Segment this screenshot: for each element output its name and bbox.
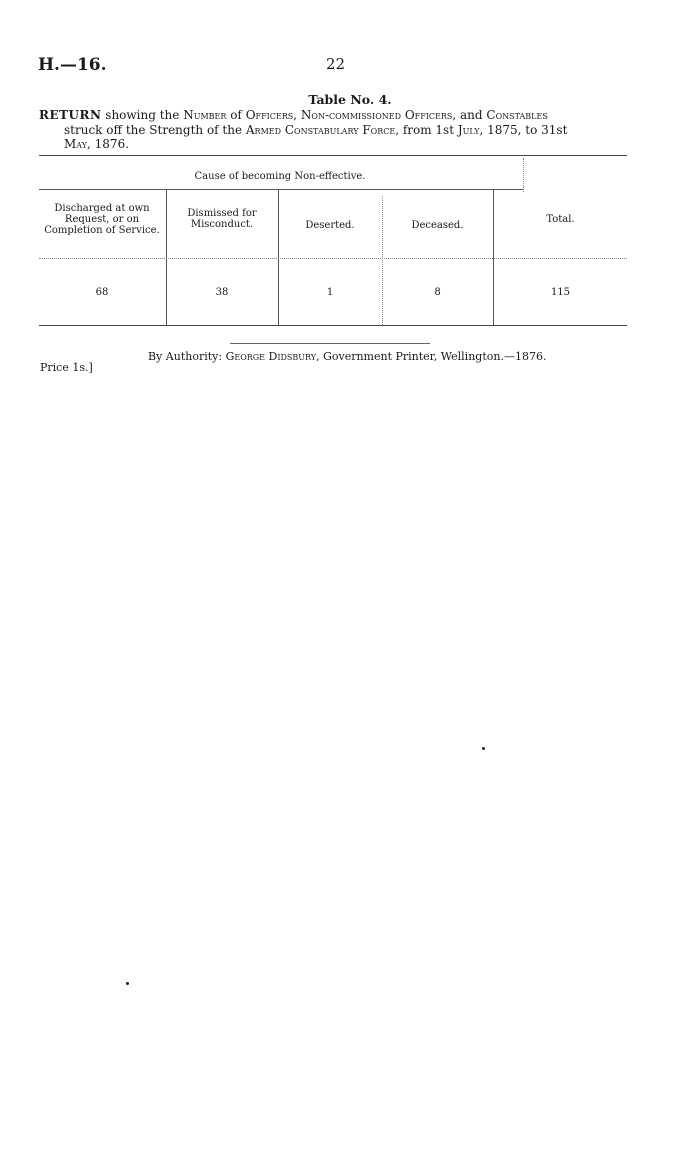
heading-smallcaps: Number	[183, 108, 227, 122]
column-header: Dismissed for Misconduct.	[187, 208, 257, 230]
heading-text: from 1st	[399, 122, 458, 137]
column-header: Deserted.	[305, 220, 355, 231]
header-body-rule	[39, 258, 627, 259]
heading-text: of	[226, 108, 246, 122]
table-cell: 68	[95, 287, 109, 298]
table-divider	[523, 158, 524, 192]
heading-indent	[39, 137, 627, 152]
heading-text: and	[456, 108, 487, 122]
heading-smallcaps: July	[457, 122, 480, 137]
heading-text: struck off the Strength of the	[64, 122, 246, 137]
page-identifier: H.—16.	[38, 55, 107, 75]
imprint-suffix: , Government Printer, Wellington.—1876.	[316, 350, 547, 363]
column-header: Discharged at own Request, or on Completion of Service.	[44, 203, 160, 236]
printer-imprint	[148, 350, 546, 363]
heading-lead: RETURN	[39, 108, 102, 122]
table-cell: 38	[215, 287, 229, 298]
heading-text: , 1876.	[87, 137, 130, 151]
scan-speck	[126, 982, 129, 985]
heading-smallcaps: May	[64, 137, 88, 151]
table-cell: 115	[550, 287, 571, 298]
table-cell: 8	[434, 287, 441, 298]
group-header-rule	[39, 189, 523, 190]
imprint-prefix: By Authority:	[148, 350, 226, 363]
heading-smallcaps: Officers, Non-commissioned Officers,	[245, 108, 457, 122]
price: Price 1s.]	[40, 361, 93, 374]
heading-text: , 1875, to 31st	[479, 122, 568, 137]
table-cell: 1	[326, 287, 334, 298]
heading-smallcaps: Armed Constabulary Force,	[245, 122, 400, 137]
heading	[39, 108, 627, 152]
table-top-rule	[39, 155, 627, 156]
heading-smallcaps: Constables	[486, 108, 548, 122]
scan-speck	[482, 747, 485, 750]
imprint-name: George Didsbury	[225, 350, 317, 363]
column-header: Deceased.	[411, 220, 464, 231]
table-title: Table No. 4.	[308, 92, 392, 107]
heading-text: showing the	[101, 108, 184, 122]
column-header: Total.	[546, 214, 575, 225]
heading-indent	[39, 123, 627, 138]
column-divider	[382, 196, 383, 325]
footer-rule	[230, 343, 430, 344]
page-number: 22	[326, 55, 346, 73]
group-header: Cause of becoming Non-effective.	[194, 171, 366, 182]
table-bottom-rule	[39, 325, 627, 326]
